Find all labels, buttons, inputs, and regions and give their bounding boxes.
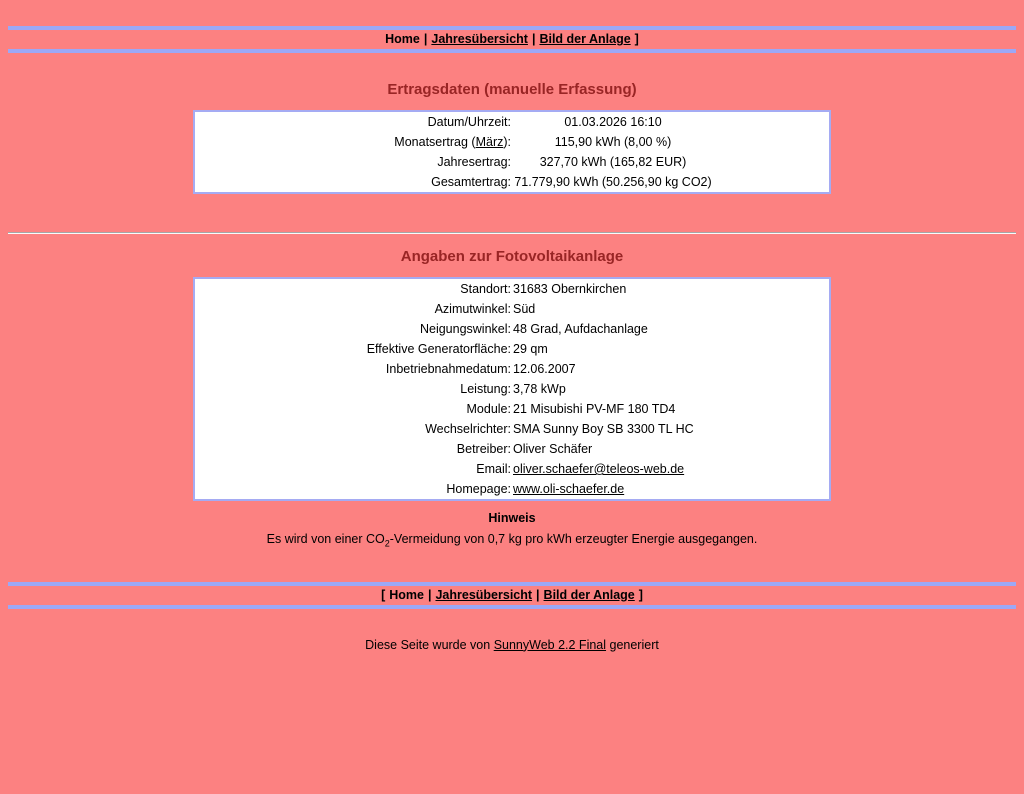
row-value: 115,90 kWh (8,00 %) bbox=[554, 135, 672, 149]
anlage-table bbox=[193, 277, 831, 501]
nav-link-jahresuebersicht[interactable]: Jahresübersicht bbox=[435, 587, 533, 602]
row-spacer bbox=[715, 152, 830, 172]
row-value: SMA Sunny Boy SB 3300 TL HC bbox=[513, 422, 694, 436]
row-value: Süd bbox=[513, 302, 536, 316]
anlage-title: Angaben zur Fotovoltaikanlage bbox=[400, 248, 624, 265]
row-spacer bbox=[715, 111, 830, 132]
row-value: 12.06.2007 bbox=[513, 362, 576, 376]
monatsertrag-label-pre: Monatsertrag ( bbox=[394, 135, 476, 149]
table-row bbox=[194, 299, 830, 319]
row-value: 21 Misubishi PV-MF 180 TD4 bbox=[513, 402, 676, 416]
ertragsdaten-title: Ertragsdaten (manuelle Erfassung) bbox=[387, 81, 637, 98]
footer-text-post: generiert bbox=[606, 637, 659, 652]
nav-link-bild-der-anlage[interactable]: Bild der Anlage bbox=[543, 587, 635, 602]
table-row bbox=[194, 439, 830, 459]
footer bbox=[0, 638, 1024, 653]
row-value: 3,78 kWp bbox=[513, 382, 566, 396]
row-label: Gesamtertrag: bbox=[431, 175, 511, 189]
row-label: Effektive Generatorfläche: bbox=[366, 342, 511, 356]
table-row bbox=[194, 132, 830, 152]
row-label: Betreiber: bbox=[456, 442, 511, 456]
row-spacer bbox=[715, 172, 830, 193]
nav-bracket-close: ] bbox=[638, 587, 643, 602]
bottom-nav bbox=[0, 588, 1024, 603]
top-divider-upper bbox=[8, 26, 1016, 30]
nav-link-jahresuebersicht[interactable]: Jahresübersicht bbox=[431, 32, 528, 46]
nav-separator: | bbox=[423, 32, 428, 46]
top-divider-lower bbox=[8, 49, 1016, 53]
row-value: 48 Grad, Aufdachanlage bbox=[513, 322, 648, 336]
row-label: Inbetriebnahmedatum: bbox=[385, 362, 511, 376]
row-label: Email: bbox=[476, 462, 511, 476]
row-label: Standort: bbox=[460, 282, 511, 296]
row-value: 01.03.2026 16:10 bbox=[564, 115, 662, 129]
nav-separator: | bbox=[536, 587, 540, 602]
maerz-link[interactable]: März bbox=[475, 135, 504, 149]
row-spacer bbox=[715, 132, 830, 152]
row-value: 327,70 kWh (165,82 EUR) bbox=[539, 155, 687, 169]
table-row bbox=[194, 379, 830, 399]
row-label: Neigungswinkel: bbox=[419, 322, 511, 336]
nav-link-bild-der-anlage[interactable]: Bild der Anlage bbox=[539, 32, 631, 46]
table-row bbox=[194, 278, 830, 299]
hinweis-co2-subscript: 2 bbox=[384, 538, 390, 549]
table-row bbox=[194, 479, 830, 500]
homepage-link[interactable]: www.oli-schaefer.de bbox=[513, 482, 625, 496]
table-row bbox=[194, 459, 830, 479]
sunnyweb-link[interactable]: SunnyWeb 2.2 Final bbox=[493, 637, 607, 652]
row-label: Jahresertrag: bbox=[437, 155, 511, 169]
nav-item-home: Home bbox=[385, 32, 420, 46]
hinweis-text bbox=[0, 532, 1024, 552]
row-value: 29 qm bbox=[513, 342, 548, 356]
row-label: Wechselrichter: bbox=[425, 422, 511, 436]
row-value: 71.779,90 kWh (50.256,90 kg CO2) bbox=[514, 175, 712, 189]
bottom-divider-lower bbox=[8, 605, 1016, 609]
nav-item-home: Home bbox=[389, 587, 424, 602]
nav-bracket-open: [ bbox=[381, 587, 386, 602]
hinweis-text-pre: Es wird von einer CO bbox=[266, 532, 385, 546]
row-label: Homepage: bbox=[446, 482, 511, 496]
table-row bbox=[194, 319, 830, 339]
nav-separator: | bbox=[531, 32, 536, 46]
bottom-divider-upper bbox=[8, 582, 1016, 586]
page bbox=[0, 26, 1024, 653]
row-label bbox=[194, 132, 511, 152]
table-row bbox=[194, 172, 830, 193]
table-row bbox=[194, 419, 830, 439]
hinweis-text-post: -Vermeidung von 0,7 kg pro kWh erzeugter Energie ausgegangen. bbox=[389, 532, 758, 546]
email-link[interactable]: oliver.schaefer@teleos-web.de bbox=[513, 462, 685, 476]
nav-bracket-close: ] bbox=[634, 32, 639, 46]
row-value: 31683 Obernkirchen bbox=[513, 282, 627, 296]
row-value bbox=[511, 459, 830, 479]
table-row bbox=[194, 111, 830, 132]
hinweis-title: Hinweis bbox=[488, 511, 536, 525]
row-value: Oliver Schäfer bbox=[513, 442, 593, 456]
top-nav bbox=[0, 32, 1024, 47]
table-row bbox=[194, 152, 830, 172]
table-row bbox=[194, 359, 830, 379]
section-divider bbox=[8, 232, 1016, 234]
row-value bbox=[511, 479, 830, 500]
row-label: Azimutwinkel: bbox=[434, 302, 511, 316]
table-row bbox=[194, 399, 830, 419]
row-label: Module: bbox=[466, 402, 511, 416]
ertragsdaten-table bbox=[193, 110, 831, 194]
table-row bbox=[194, 339, 830, 359]
nav-separator: | bbox=[427, 587, 432, 602]
row-label: Leistung: bbox=[460, 382, 511, 396]
monatsertrag-label-post: ): bbox=[503, 135, 511, 149]
row-label: Datum/Uhrzeit: bbox=[427, 115, 511, 129]
footer-text-pre: Diese Seite wurde von bbox=[365, 637, 494, 652]
